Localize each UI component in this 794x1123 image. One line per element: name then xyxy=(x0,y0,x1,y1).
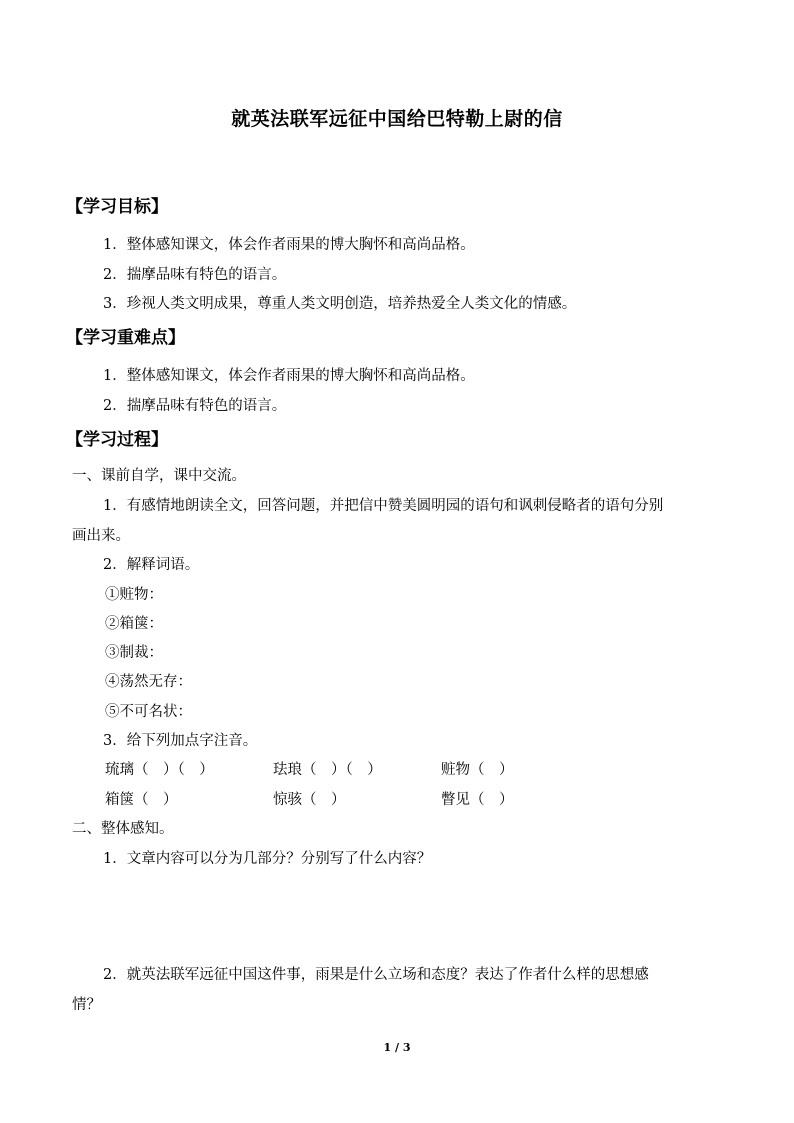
objectives-heading: 【学习目标】 xyxy=(66,197,168,217)
question-text: 情？ xyxy=(72,997,101,1013)
section2-title: 二、整体感知。 xyxy=(72,821,174,837)
vocab-item: ③制裁： xyxy=(105,645,163,661)
vocab-item: ①赃物： xyxy=(105,587,163,603)
page-number: 1 / 3 xyxy=(383,1041,411,1054)
section1-title: 一、课前自学，课中交流。 xyxy=(72,468,246,484)
key-point-item: 2．揣摩品味有特色的语言。 xyxy=(103,398,287,414)
pinyin-blank: 瞥见（ ） xyxy=(441,792,514,808)
question-text: 2．就英法联军远征中国这件事，雨果是什么立场和态度？表达了作者什么样的思想感 xyxy=(103,967,649,983)
question-text: 画出来。 xyxy=(72,528,130,544)
vocab-item: ⑤不可名状： xyxy=(105,704,192,720)
objective-item: 2．揣摩品味有特色的语言。 xyxy=(103,267,287,283)
page-title: 就英法联军远征中国给巴特勒上尉的信 xyxy=(231,108,563,130)
objective-item: 3．珍视人类文明成果，尊重人类文明创造，培养热爱全人类文化的情感。 xyxy=(103,296,577,312)
vocab-item: ②箱箧： xyxy=(105,616,163,632)
pinyin-blank: 珐琅（ ）（ ） xyxy=(273,762,382,778)
objective-item: 1．整体感知课文，体会作者雨果的博大胸怀和高尚品格。 xyxy=(103,237,475,253)
question-text: 3．给下列加点字注音。 xyxy=(103,733,258,749)
pinyin-blank: 琉璃（ ）（ ） xyxy=(105,762,214,778)
key-point-item: 1．整体感知课文，体会作者雨果的博大胸怀和高尚品格。 xyxy=(103,368,475,384)
key-points-heading: 【学习重难点】 xyxy=(66,328,185,348)
pinyin-blank: 箱箧（ ） xyxy=(105,792,178,808)
question-text: 1．文章内容可以分为几部分？分别写了什么内容？ xyxy=(103,851,432,867)
process-heading: 【学习过程】 xyxy=(66,430,168,450)
pinyin-blank: 赃物（ ） xyxy=(441,762,514,778)
vocab-item: ④荡然无存： xyxy=(105,674,192,690)
question-text: 1．有感情地朗读全文，回答问题，并把信中赞美圆明园的语句和讽刺侵略者的语句分别 xyxy=(103,498,664,514)
pinyin-blank: 惊骇（ ） xyxy=(273,792,346,808)
question-text: 2．解释词语。 xyxy=(103,557,200,573)
